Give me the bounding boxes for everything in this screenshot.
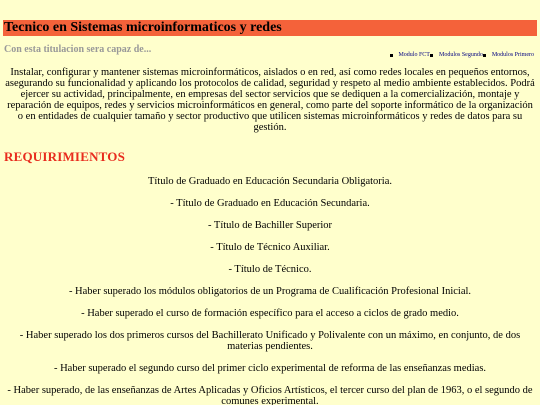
requirement-item: - Haber superado los dos primeros cursos del Bachillerato Unificado y Polivalente con un máximo, en conjunto, de dos materias pendientes. xyxy=(19,330,521,352)
nav-link-label: Modulo FCT xyxy=(398,52,430,58)
requirement-item: - Título de Técnico Auxiliar. xyxy=(210,242,330,253)
nav-link-modulos-segundo[interactable] xyxy=(439,52,486,58)
requirement-item: - Haber superado el segundo curso del primer ciclo experimental de reforma de las enseñanzas medias. xyxy=(53,363,487,374)
bullet-icon xyxy=(483,54,486,57)
requirements-list xyxy=(4,176,536,405)
requirement-item: - Título de Bachiller Superior xyxy=(207,220,333,231)
requirement-item: - Título de Técnico. xyxy=(228,264,312,275)
module-nav xyxy=(384,52,534,58)
page-title: Tecnico en Sistemas microinformaticos y redes xyxy=(4,20,282,35)
nav-link-label: Modulos Primero xyxy=(491,52,534,58)
requirements-heading: REQUIRIMIENTOS xyxy=(4,149,126,164)
nav-link-modulos-primero[interactable] xyxy=(492,52,534,58)
bullet-icon xyxy=(430,54,433,57)
requirement-item: Título de Graduado en Educación Secundaria Obligatoria. xyxy=(147,176,393,187)
requirement-item: - Título de Graduado en Educación Secundaria. xyxy=(170,198,370,209)
nav-link-modulo-fct[interactable] xyxy=(390,52,433,58)
requirement-item: - Haber superado, de las enseñanzas de Artes Aplicadas y Oficios Artísticos, el tercer curso del plan de 1963, o el segundo de comunes experimental. xyxy=(7,385,533,405)
requirement-item: - Haber superado el curso de formación específico para el acceso a ciclos de grado medio. xyxy=(81,308,459,319)
bullet-icon xyxy=(390,54,393,57)
page-title-bar xyxy=(3,20,537,36)
page-subtitle: Con esta titulacion sera capaz de... xyxy=(4,44,152,55)
nav-link-label: Modulos Segundo xyxy=(438,52,483,58)
intro-paragraph: Instalar, configurar y mantener sistemas microinformáticos, aislados o en red, así como redes locales en pequeños entornos, asegurando su funcionalidad y aplicando los protocolos de calidad, seguridad y respeto al medio ambiente establecidos. Podrá ejercer su actividad, principalmente, en empresas del sector servicios que se dediquen a la comercialización, montaje y reparación de equipos, redes y servicios microinformáticos en general, como parte del soporte informático de la organización o en entidades de cualquier tamaño y sector productivo que utilicen sistemas microinformáticos y redes de datos para su gestión. xyxy=(5,67,535,133)
requirement-item: - Haber superado los módulos obligatorios de un Programa de Cualificación Profesional Inicial. xyxy=(68,286,472,297)
